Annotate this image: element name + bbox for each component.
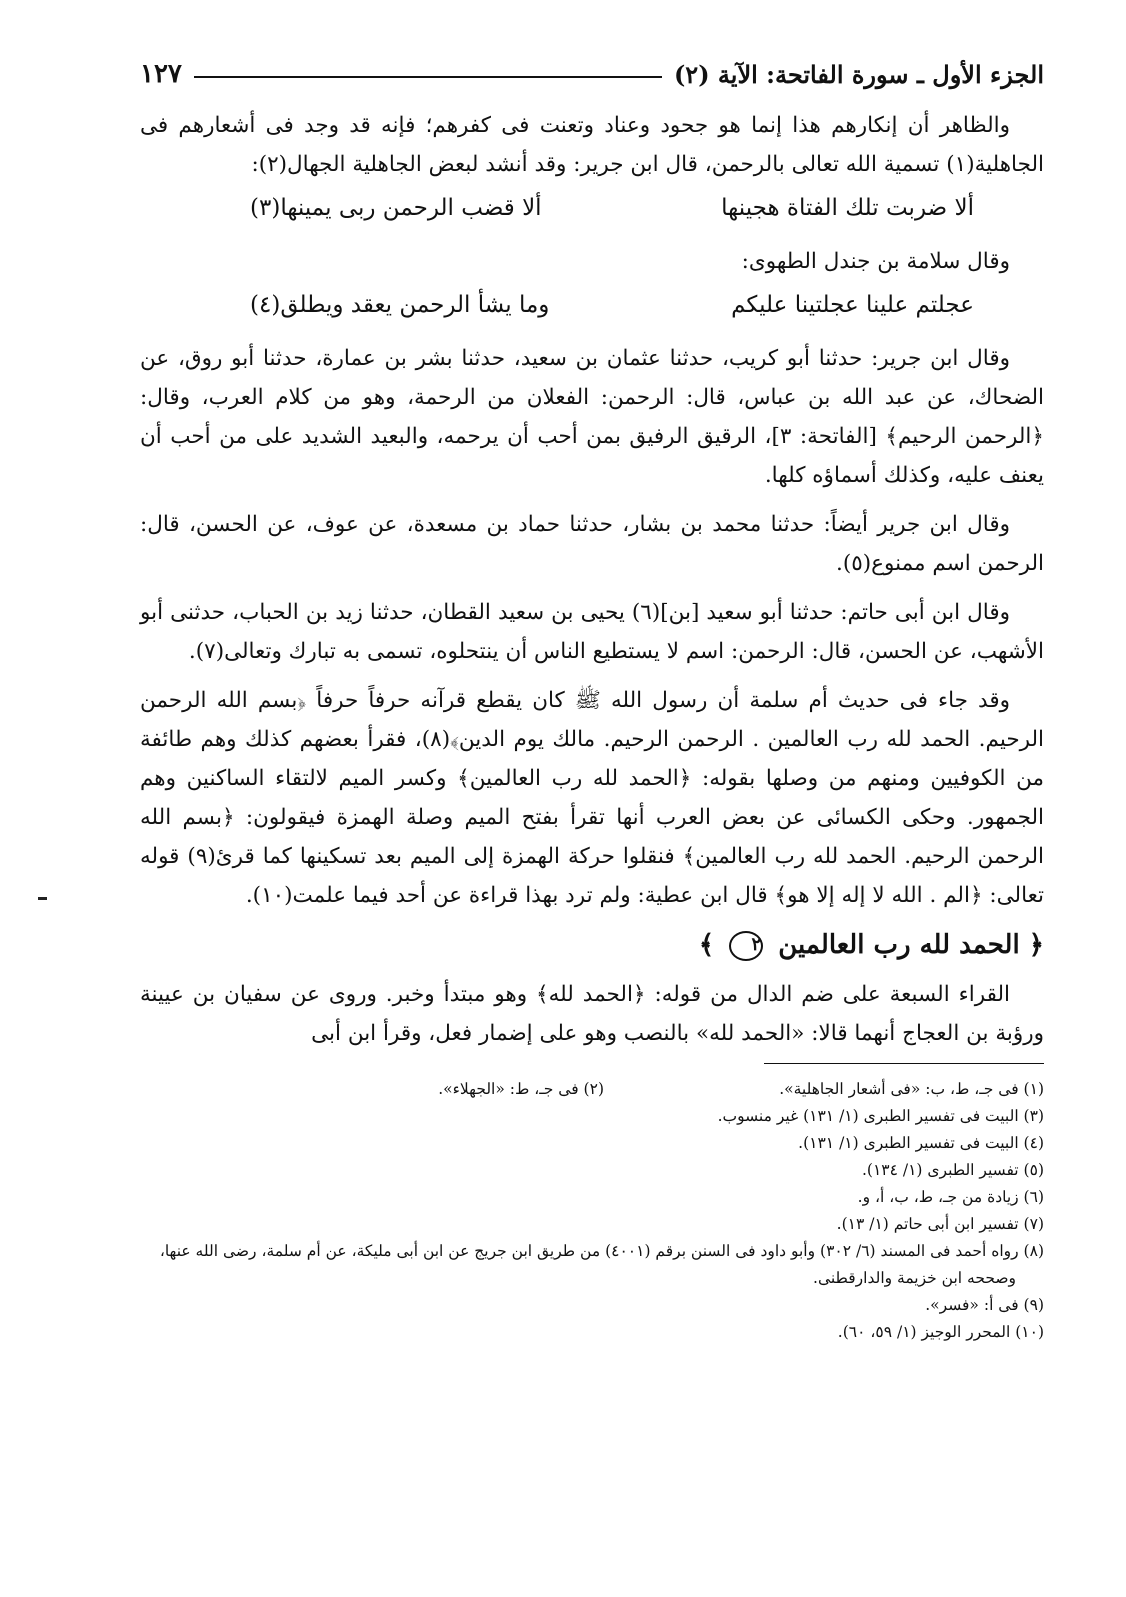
running-title: الجزء الأول ـ سورة الفاتحة: الآية (٢) [673,59,1044,89]
footnote-row-1 [140,1076,1044,1103]
paragraph-6: وقد جاء فى حديث أم سلمة أن رسول الله ﷺ كان يقطع قرآنه حرفاً حرفاً ﴿بسم الله الرحمن الرحيم. الحمد لله رب العالمين . الرحمن الرحيم. مالك يوم الدين﴾(٨)، فقرأ بعضهم كذلك وهم طائفة من الكوفيين ومنهم من وصلها بقوله: ﴿الحمد لله رب العالمين﴾ وكسر الميم لالتقاء الساكنين وهم الجمهور. وحكى الكسائى عن بعض العرب أنها تقرأ بفتح الميم وصلة الهمزة فيقولون: ﴿بسم الله الرحمن الرحيم. الحمد لله رب العالمين﴾ فنقلوا حركة الهمزة إلى الميم بعد تسكينها كما قرئ(٩) قوله تعالى: ﴿الم . الله لا إله إلا هو﴾ قال ابن عطية: ولم ترد بهذا قراءة عن أحد فيما علمت(١٠). [140,688,1045,908]
header-rule [194,76,662,78]
verse-1-second-hemistich: ألا قضب الرحمن ربى يمينها(٣) [250,195,542,221]
footnote-4: (٤) البيت فى تفسير الطبرى (١/ ١٣١). [798,1134,1044,1152]
running-header [140,52,1044,96]
ayah-heading-close: ﴾ [698,930,715,960]
paragraph-4: وقال ابن جرير أيضاً: حدثنا محمد بن بشار، حدثنا حماد بن مسعدة، عن عوف، عن الحسن، قال: الرحمن اسم ممنوع(٥). [140,512,1044,576]
poetry-verse-2 [140,285,1044,325]
footnote-3: (٣) البيت فى تفسير الطبرى (١/ ١٣١) غير منسوب. [717,1107,1044,1125]
footnote-7: (٧) تفسير ابن أبى حاتم (١/ ١٣). [836,1215,1044,1233]
footnote-6: (٦) زيادة من جـ، ط، ب، أ، و. [857,1188,1044,1206]
verse-2-first-hemistich: عجلتم علينا عجلتينا عليكم [731,292,974,318]
page-number: ١٢٧ [140,59,182,89]
footnote-5: (٥) تفسير الطبرى (١/ ١٣٤). [861,1161,1044,1179]
footnote-9: (٩) فى أ: «فسر». [925,1296,1044,1314]
ayah-heading [140,925,1044,965]
footnote-1: (١) فى جـ، ط، ب: «فى أشعار الجاهلية». [779,1080,1044,1098]
verse-2-second-hemistich: وما يشأ الرحمن يعقد ويطلق(٤) [250,292,550,318]
poetry-verse-1 [140,188,1044,228]
paragraph-7: القراء السبعة على ضم الدال من قوله: ﴿الحمد لله﴾ وهو مبتدأ وخبر. وروى عن سفيان بن عيينة ورؤبة بن العجاج أنهما قالا: «الحمد لله» بالنصب وهو على إضمار فعل، وقرأ ابن أبى [140,982,1044,1046]
paragraph-3: وقال ابن جرير: حدثنا أبو كريب، حدثنا عثمان بن سعيد، حدثنا بشر بن عمارة، حدثنا أبو روق، عن الضحاك، عن عبد الله بن عباس، قال: الرحمن: الفعلان من الرحمة، وهو من كلام العرب، وقال: ﴿الرحمن الرحيم﴾ [الفاتحة: ٣]، الرقيق الرفيق بمن أحب أن يرحمه، والبعيد الشديد على من أحب أن يعنف عليه، وكذلك أسماؤه كلها. [140,346,1045,488]
footnote-10: (١٠) المحرر الوجيز (١/ ٥٩، ٦٠). [837,1323,1044,1341]
ayah-number-badge: ٢ [729,931,763,961]
margin-mark [38,897,47,900]
paragraph-5: وقال ابن أبى حاتم: حدثنا أبو سعيد [بن](٦) يحيى بن سعيد القطان، حدثنا زيد بن الحباب، حدثنى أبو الأشهب، عن الحسن، قال: الرحمن: اسم لا يستطيع الناس أن ينتحلوه، تسمى به تبارك وتعالى(٧). [140,600,1044,664]
main-text [140,106,1044,1053]
footnote-2: (٢) فى جـ، ط: «الجهلاء». [438,1080,604,1098]
footnote-separator [764,1063,1044,1064]
verse-1-first-hemistich: ألا ضربت تلك الفتاة هجينها [721,195,974,221]
paragraph-1: والظاهر أن إنكارهم هذا إنما هو جحود وعناد وتعنت فى كفرهم؛ فإنه قد وجد فى أشعارهم فى الجاهلية(١) تسمية الله تعالى بالرحمن، قال ابن جرير: وقد أنشد لبعض الجاهلية الجهال(٢): [140,113,1044,177]
footnote-8: (٨) رواه أحمد فى المسند (٦/ ٣٠٢) وأبو داود فى السنن برقم (٤٠٠١) من طريق ابن جريج عن ابن أبى مليكة، عن أم سلمة، رضى الله عنها، وصححه ابن خزيمة والدارقطنى. [159,1242,1044,1287]
paragraph-2: وقال سلامة بن جندل الطهوى: [741,249,1010,274]
footnotes [140,1076,1044,1346]
ayah-heading-text: ﴿ الحمد لله رب العالمين [778,930,1044,960]
